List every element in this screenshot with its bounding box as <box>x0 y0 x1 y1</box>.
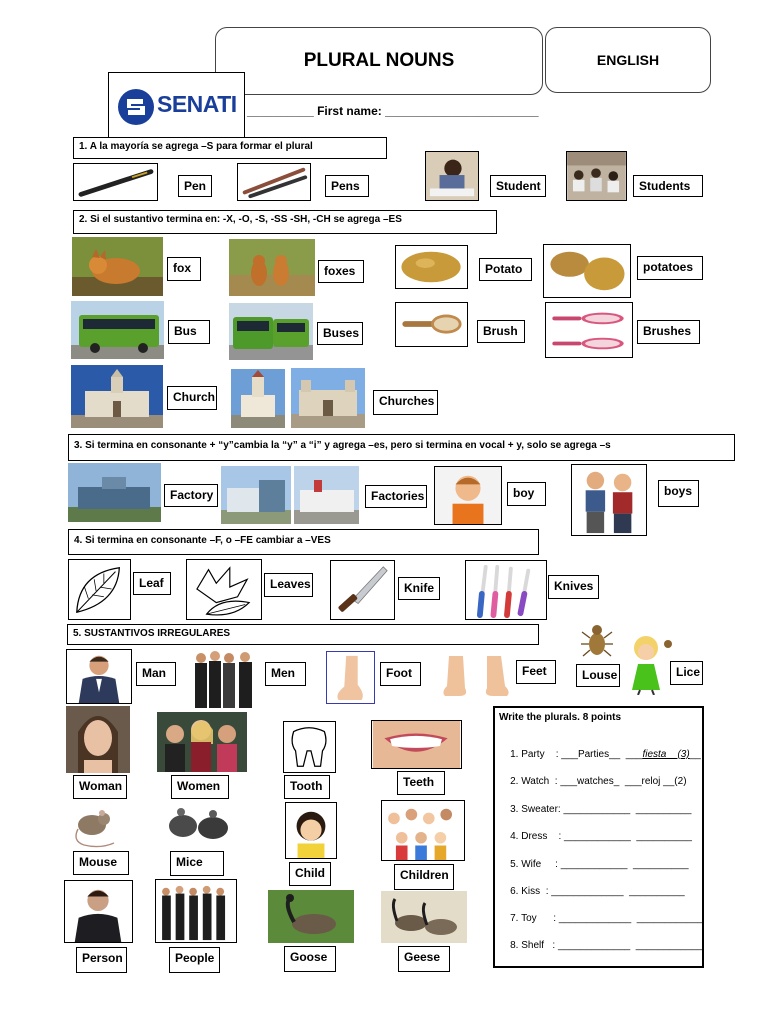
word-mice: Mice <box>170 851 224 876</box>
person-image <box>64 880 133 943</box>
child-image <box>285 802 337 859</box>
word-church: Church <box>167 386 217 410</box>
word-boy: boy <box>507 482 546 506</box>
pen-image <box>73 163 158 201</box>
word-brushes: Brushes <box>637 320 700 344</box>
teeth-image <box>371 720 462 769</box>
word-brush: Brush <box>477 320 525 343</box>
page-title: PLURAL NOUNS <box>303 50 455 71</box>
word-goose: Goose <box>284 946 336 972</box>
word-people: People <box>169 947 220 973</box>
word-child: Child <box>289 862 331 886</box>
subject-box <box>545 27 711 93</box>
word-louse: Louse <box>576 664 620 687</box>
section-4-title: 4. Si termina en consonante –F, o –FE cambiar a –VES <box>68 529 539 555</box>
exercise-translation-1[interactable]: fiesta (3) <box>642 749 690 760</box>
subject-label: ENGLISH <box>596 52 660 68</box>
mouse-image <box>70 799 121 849</box>
exercise-box <box>493 706 704 968</box>
buses-image <box>229 303 313 360</box>
potato-image <box>395 245 468 289</box>
bus-image <box>71 301 164 359</box>
brush-image <box>395 302 468 347</box>
factories-image-2 <box>294 466 359 524</box>
word-knives: Knives <box>548 575 599 599</box>
feet-image <box>439 652 514 699</box>
exercise-answer-2[interactable]: : ___watches_ ___reloj __(2) <box>549 776 687 787</box>
word-lice: Lice <box>670 661 703 685</box>
word-fox: fox <box>167 257 201 281</box>
exercise-answer-1[interactable]: : ___Parties__ ___ <box>544 749 643 760</box>
pens-image <box>237 163 311 201</box>
exercise-answer-8[interactable]: : _____________ ____________ <box>544 940 703 951</box>
louse-image <box>580 622 614 658</box>
word-leaf: Leaf <box>133 572 171 595</box>
lice-image <box>624 632 676 695</box>
section-2-title: 2. Si el sustantivo termina en: -X, -O, -S, -SS -SH, -CH se agrega –ES <box>73 210 497 234</box>
exercise-answer-6[interactable]: : _____________ __________ <box>540 886 685 897</box>
logo-text: SENATI <box>157 91 237 117</box>
word-buses: Buses <box>317 322 363 345</box>
word-students: Students <box>633 175 703 197</box>
word-children: Children <box>394 864 454 890</box>
factory-image <box>68 463 161 522</box>
potatoes-image <box>543 244 631 298</box>
exercise-label-8: 8. Shelf <box>510 940 545 951</box>
man-image <box>66 649 132 704</box>
boys-image <box>571 464 647 536</box>
exercise-answer-3[interactable]: ____________ __________ <box>560 804 692 815</box>
word-boys: boys <box>658 480 699 507</box>
section-3-title: 3. Si termina en consonante + “y”cambia la “y” a “i” y agrega –es, pero si termina en vocal + y, solo se agrega –s <box>68 434 735 461</box>
word-foxes: foxes <box>318 260 364 283</box>
word-foot: Foot <box>380 662 421 686</box>
tooth-image <box>283 721 336 773</box>
word-mouse: Mouse <box>73 851 129 875</box>
woman-image <box>66 706 130 773</box>
exercise-tail-1: __ <box>689 749 701 760</box>
word-factories: Factories <box>365 485 427 508</box>
women-image <box>157 712 247 772</box>
exercise-label-4: 4. Dress <box>510 831 548 842</box>
exercise-answer-5[interactable]: : ____________ __________ <box>541 859 689 870</box>
people-image <box>155 879 237 943</box>
word-geese: Geese <box>398 946 450 972</box>
church-image <box>71 365 163 428</box>
word-tooth: Tooth <box>284 775 330 799</box>
word-feet: Feet <box>516 660 556 684</box>
boy-image <box>434 466 502 525</box>
word-women: Women <box>171 775 229 799</box>
word-pens: Pens <box>325 175 369 197</box>
exercise-label-5: 5. Wife <box>510 859 542 870</box>
leaves-image <box>186 559 262 620</box>
mice-image <box>161 800 237 848</box>
title-box <box>215 27 543 95</box>
word-man: Man <box>136 662 176 686</box>
exercise-title: Write the plurals. 8 points <box>499 712 622 723</box>
knife-image <box>330 560 395 620</box>
word-potato: Potato <box>479 258 532 281</box>
section-5-title: 5. SUSTANTIVOS IRREGULARES <box>67 624 539 645</box>
word-leaves: Leaves <box>264 573 313 597</box>
word-pen: Pen <box>178 175 212 197</box>
foxes-image <box>229 239 315 296</box>
word-student: Student <box>490 175 546 197</box>
exercise-answer-4[interactable]: : ____________ __________ <box>547 831 692 842</box>
word-men: Men <box>265 662 306 686</box>
exercise-label-1: 1. Party <box>510 749 545 760</box>
church-image-2 <box>231 369 285 428</box>
exercise-row-8 <box>499 929 703 962</box>
logo <box>108 72 245 138</box>
foot-image <box>326 651 375 704</box>
churches-image <box>291 368 365 428</box>
section-1-title: 1. A la mayoría se agrega –S para formar el plural <box>73 137 387 159</box>
name-line: __________ First name: _______________________ <box>247 104 539 118</box>
word-teeth: Teeth <box>397 771 445 795</box>
exercise-label-3: 3. Sweater: <box>510 804 561 815</box>
exercise-label-2: 2. Watch <box>510 776 550 787</box>
word-woman: Woman <box>73 775 127 799</box>
students-image <box>566 151 627 201</box>
word-churches: Churches <box>373 390 438 415</box>
brushes-image <box>545 302 633 358</box>
children-image <box>381 800 465 861</box>
leaf-image <box>68 559 131 620</box>
exercise-label-7: 7. Toy <box>510 913 537 924</box>
goose-image <box>268 890 354 943</box>
fox-image <box>72 237 163 296</box>
word-person: Person <box>76 947 127 973</box>
word-knife: Knife <box>398 577 440 600</box>
geese-image <box>381 891 467 943</box>
student-image <box>425 151 479 201</box>
factories-image <box>221 466 291 524</box>
knives-image <box>465 560 547 620</box>
word-potatoes: potatoes <box>637 256 703 280</box>
exercise-answer-7[interactable]: : _____________ ____________ <box>536 913 704 924</box>
exercise-label-6: 6. Kiss <box>510 886 541 897</box>
word-bus: Bus <box>168 320 210 344</box>
men-image <box>189 648 261 710</box>
word-factory: Factory <box>164 484 218 507</box>
